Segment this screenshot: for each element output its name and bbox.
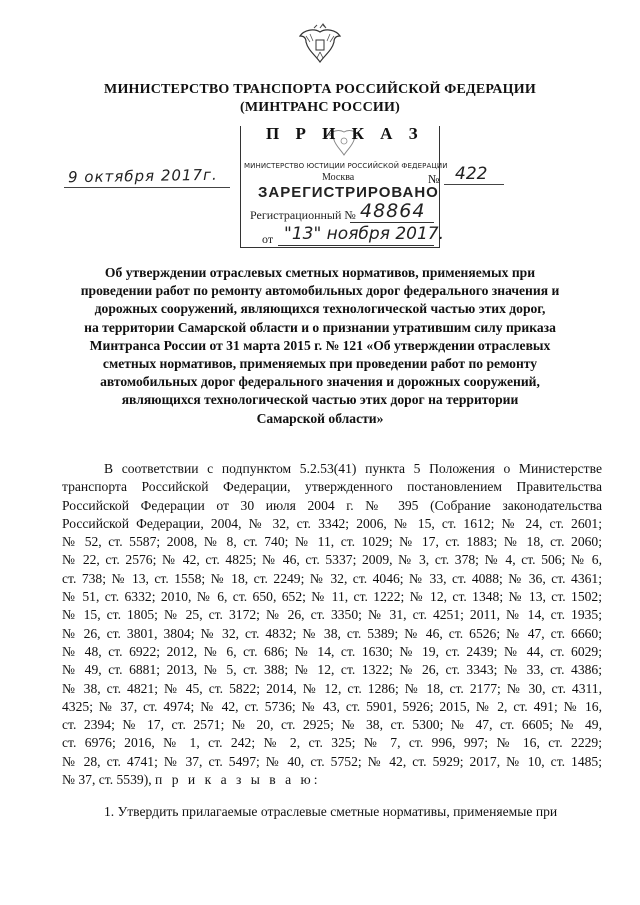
body-line: № 22, ст. 2576; № 42, ст. 4825; № 46, ст. 5337; 2009, № 3, ст. 378; № 4, ст. 506; № 6, (62, 552, 602, 568)
document-title (60, 264, 580, 428)
stamp-registration-number: 48864 (360, 200, 426, 222)
title-line: Минтранса России от 31 марта 2015 г. № 121 «Об утверждении отраслевых (89, 337, 551, 353)
body-last-line (62, 771, 602, 789)
body-line: Российской Федерации от 30 июля 2004 г. № 395 (Собрание законодательства (62, 497, 602, 513)
order-item-1: 1. Утвердить прилагаемые отраслевые сметные нормативы, применяемые при (104, 804, 558, 819)
ministry-name: МИНИСТЕРСТВО ТРАНСПОРТА РОССИЙСКОЙ ФЕДЕРАЦИИ (104, 82, 536, 97)
order-number-underline (444, 184, 504, 185)
body-line: В соответствии с подпунктом 5.2.53(41) пункта 5 Положения о Министерстве (104, 461, 602, 476)
stamp-header: МИНИСТЕРСТВО ЮСТИЦИИ РОССИЙСКОЙ ФЕДЕРАЦИИ (244, 162, 448, 170)
ministry-abbreviation: (МИНТРАНС РОССИИ) (240, 100, 400, 115)
body-line: № 48, ст. 6922; 2012, № 6, ст. 686; № 14, ст. 1630; № 19, ст. 2439; № 44, ст. 6029; (62, 643, 602, 659)
stamp-registration-number-label: Регистрационный № (250, 208, 356, 222)
body-line: № 15, ст. 1805; № 25, ст. 3172; № 26, ст. 3350; № 31, ст. 4251; 2011, № 14, ст. 1935; (62, 607, 602, 623)
stamp-date-underline (278, 245, 434, 246)
body-line: транспорта Российской Федерации, утвержденного постановлением Правительства (62, 479, 602, 495)
body-line: № 49, ст. 6881; 2013, № 5, ст. 388; № 12, ст. 1322; № 26, ст. 3343; № 33, ст. 4386; (62, 662, 602, 678)
body-last-text: № 37, ст. 5539), (62, 772, 156, 788)
stamp-regnum-underline (350, 222, 434, 223)
body-line: ст. 2394; № 17, ст. 2571; № 20, ст. 2925; № 38, ст. 5300; № 47, ст. 6605; № 49, (62, 717, 602, 733)
order-date-underline (64, 187, 230, 188)
title-line: дорожных сооружений, являющихся технологической частью этих дорог, (94, 301, 546, 317)
body-line: № 52, ст. 5587; 2008, № 8, ст. 740; № 11, ст. 1029; № 17, ст. 1883; № 18, ст. 2060; (62, 534, 602, 550)
order-number: 422 (455, 164, 488, 184)
body-line: ст. 6976; 2016, № 1, ст. 242; № 2, ст. 325; № 7, ст. 996, 997; № 16, ст. 2229; (62, 735, 602, 751)
stamp-city: Москва (322, 172, 355, 183)
body-line: № 28, ст. 4741; № 37, ст. 5497; № 40, ст. 5752; № 42, ст. 5929; 2017, № 10, ст. 1485; (62, 753, 602, 769)
body-line: ст. 738; № 13, ст. 1558; № 18, ст. 2249; № 32, ст. 4046; № 33, ст. 4088; № 36, ст. 4361; (62, 570, 602, 586)
title-line: Самарской области» (256, 410, 384, 426)
coat-of-arms-icon (296, 22, 344, 66)
order-action-word: п р и к а з ы в а ю: (155, 772, 321, 788)
body-line: № 51, ст. 6332; 2010, № 6, ст. 650, 652; № 11, ст. 1222; № 12, ст. 1348; № 13, ст. 1502; (62, 589, 602, 605)
title-line: на территории Самарской области и о признании утратившим силу приказа (84, 319, 556, 335)
title-line: проведении работ по ремонту автомобильных дорог федерального значения и (80, 283, 560, 299)
order-number-sign: № (428, 172, 440, 186)
stamp-registration-date: "13" ноября 2017. (284, 224, 444, 244)
title-line: Об утверждении отраслевых сметных нормативов, применяемых при (104, 265, 536, 280)
body-line: 4325; № 37, ст. 4974; № 42, ст. 5736; № 43, ст. 5901, 5926; 2015, № 2, ст. 491; № 16, (62, 698, 602, 714)
title-line: автомобильных дорог федерального значения и дорожных сооружений, (100, 374, 540, 390)
stamp-registered-label: ЗАРЕГИСТРИРОВАНО (258, 184, 439, 201)
stamp-date-prefix: от (262, 232, 274, 246)
body-line: № 38, ст. 4821; № 45, ст. 5822; 2014, № 12, ст. 1286; № 18, ст. 2177; № 30, ст. 4311, (62, 680, 602, 696)
body-line: № 26, ст. 3801, 3804; № 32, ст. 4832; № 38, ст. 5389; № 46, ст. 6526; № 47, ст. 6660; (62, 625, 602, 641)
title-line: являющихся технологической частью этих дорог на территории (121, 392, 519, 408)
body-line: Российской Федерации, 2004, № 32, ст. 3342; 2006, № 15, ст. 1612; № 24, ст. 2601; (62, 515, 602, 531)
order-date: 9 октября 2017г. (67, 165, 218, 187)
title-line: сметных нормативов, применяемых при проведении работ по ремонту (102, 356, 538, 372)
preamble-paragraph (62, 460, 602, 789)
document-type: П Р И К А З (266, 124, 424, 143)
